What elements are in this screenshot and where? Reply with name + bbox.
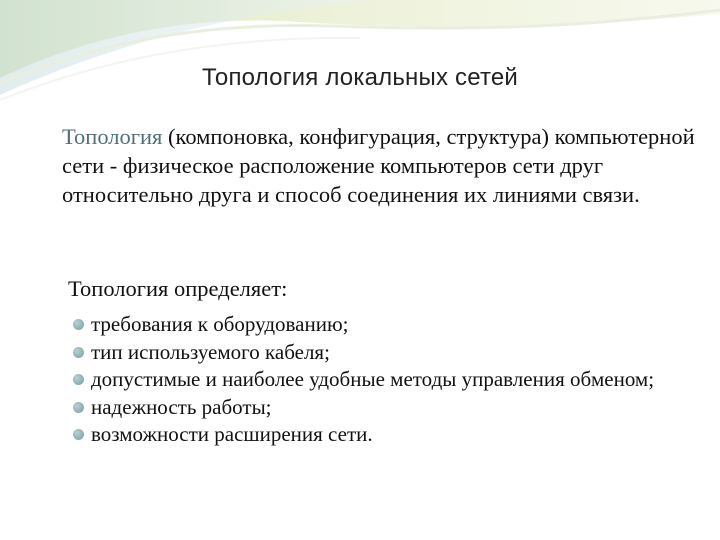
list-item: [70, 421, 700, 449]
definition-paragraph: [62, 122, 702, 209]
list-item-text: допустимые и наиболее удобные методы управления обменом;: [91, 367, 655, 391]
bullet-dot-icon: [73, 374, 84, 385]
definition-term: Топология: [62, 124, 163, 149]
list-item: [70, 339, 700, 367]
list-item-text: требования к оборудованию;: [91, 312, 349, 336]
list-item: [70, 394, 700, 422]
bullet-dot-icon: [73, 402, 84, 413]
list-item: [70, 366, 700, 394]
bullet-list: [70, 311, 700, 449]
bullet-dot-icon: [73, 347, 84, 358]
header-wave-decoration: [0, 0, 720, 120]
list-item-text: тип используемого кабеля;: [91, 339, 330, 364]
slide-title: Топология локальных сетей: [201, 64, 519, 91]
determines-heading: Топология определяет:: [68, 276, 288, 301]
list-item-text: возможности расширения сети.: [91, 422, 373, 446]
bullet-dot-icon: [73, 319, 84, 330]
list-item: [70, 311, 700, 339]
list-item-text: надежность работы;: [91, 394, 272, 419]
bullet-dot-icon: [73, 429, 84, 440]
definition-text: (компоновка, конфигурация, структура) компьютерной сети - физическое расположение компьютеров сети друг относительно друга и способ соединения их линиями связи.: [62, 124, 695, 207]
